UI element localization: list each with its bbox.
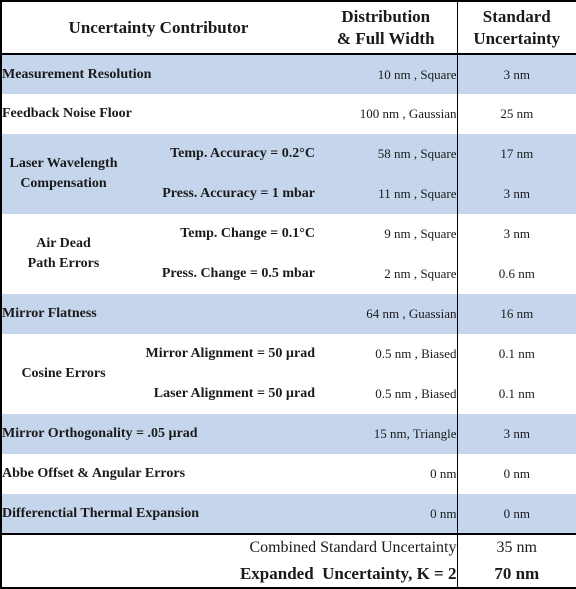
sub-label: Temp. Accuracy = 0.2°C [125,134,315,174]
header-row [1,1,576,54]
row-standard: 0.1 nm [457,334,576,374]
row-distribution: 10 nm , Square [315,54,457,94]
header-distribution-line1: Distribution [341,6,431,26]
row-distribution: 58 nm , Square [315,134,457,174]
group-air-dead [1,214,125,294]
group-line1: Laser Wavelength [9,156,118,171]
row-cosine-mirror [1,334,576,374]
row-standard: 3 nm [457,174,576,214]
sub-label: Press. Change = 0.5 mbar [125,254,315,294]
sub-label: Temp. Change = 0.1°C [125,214,315,254]
row-distribution: 64 nm , Guassian [315,294,457,334]
row-laser-temp [1,134,576,174]
row-label: Measurement Resolution [1,54,315,94]
row-distribution: 2 nm , Square [315,254,457,294]
row-standard: 3 nm [457,54,576,94]
header-distribution-line2: & Full Width [336,28,435,48]
expanded-label: Expanded Uncertainty, K = 2 [239,564,457,583]
sub-label: Press. Accuracy = 1 mbar [125,174,315,214]
row-standard: 25 nm [457,94,576,134]
group-line2: Compensation [20,176,107,191]
row-label: Abbe Offset & Angular Errors [1,454,315,494]
row-label: Mirror Orthogonality = .05 µrad [1,414,315,454]
header-standard [457,1,576,54]
row-distribution: 11 nm , Square [315,174,457,214]
row-distribution: 0.5 nm , Biased [315,334,457,374]
row-distribution: 0 nm [315,494,457,534]
row-distribution: 100 nm , Gaussian [315,94,457,134]
row-label: Feedback Noise Floor [1,94,315,134]
row-feedback-noise [1,94,576,134]
header-distribution [315,1,457,54]
row-mirror-orthogonality [1,414,576,454]
combined-value: 35 nm [457,534,576,561]
row-thermal-expansion [1,494,576,534]
row-air-temp [1,214,576,254]
expanded-value: 70 nm [457,561,576,588]
row-mirror-flatness [1,294,576,334]
row-standard: 0.1 nm [457,374,576,414]
row-distribution: 0.5 nm , Biased [315,374,457,414]
row-standard: 3 nm [457,214,576,254]
row-measurement-resolution [1,54,576,94]
combined-row [1,534,576,561]
sub-label: Laser Alignment = 50 µrad [125,374,315,414]
row-label: Differenctial Thermal Expansion [1,494,315,534]
group-line1: Air Dead [36,236,91,251]
row-standard: 16 nm [457,294,576,334]
row-distribution: 15 nm, Triangle [315,414,457,454]
header-standard-line1: Standard [482,6,551,26]
group-line2: Path Errors [27,256,100,271]
combined-label: Combined Standard Uncertainty [1,534,457,561]
header-standard-line2: Uncertainty [473,28,561,48]
row-label: Mirror Flatness [1,294,315,334]
header-contributor: Uncertainty Contributor [1,1,315,54]
group-laser-wavelength [1,134,125,214]
group-cosine-errors: Cosine Errors [1,334,125,414]
row-distribution: 0 nm [315,454,457,494]
row-standard: 17 nm [457,134,576,174]
expanded-row [1,561,576,588]
row-standard: 0 nm [457,494,576,534]
row-distribution: 9 nm , Square [315,214,457,254]
row-standard: 3 nm [457,414,576,454]
row-abbe-offset [1,454,576,494]
sub-label: Mirror Alignment = 50 µrad [125,334,315,374]
row-standard: 0.6 nm [457,254,576,294]
row-standard: 0 nm [457,454,576,494]
